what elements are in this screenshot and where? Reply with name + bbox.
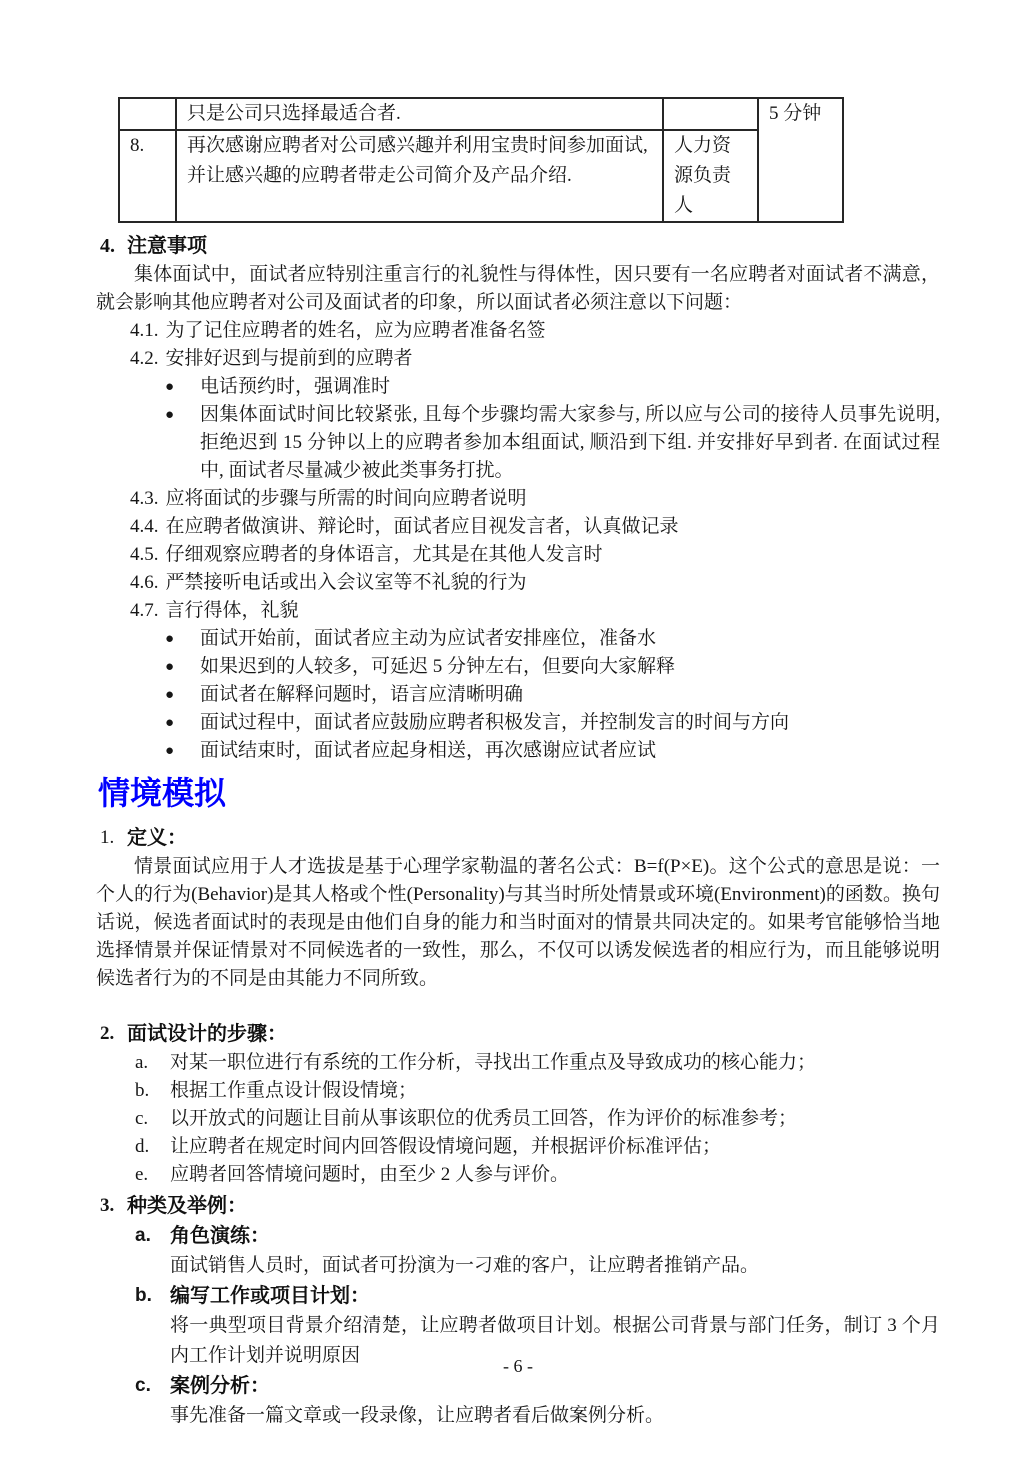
notes-intro-paragraph: 集体面试中，面试者应特别注重言行的礼貌性与得体性，因只要有一名应聘者对面试者不满意，就会影响其他应聘者对公司及面试者的印象，所以面试者必须注意以下问题： <box>96 264 940 313</box>
bullet-item <box>165 709 940 737</box>
item-number: 4.2. <box>130 348 159 369</box>
design-step-a <box>135 1049 940 1077</box>
step-letter: c. <box>135 1108 149 1129</box>
entry-label: 编写工作或项目计划： <box>170 1285 370 1307</box>
table-cell-duration: 5 分钟 <box>758 98 843 222</box>
item-text: 言行得体，礼貌 <box>165 600 299 621</box>
item-text: 在应聘者做演讲、辩论时，面试者应目视发言者，认真做记录 <box>165 516 679 537</box>
list-item-4-3 <box>130 485 940 513</box>
section-number: 4. <box>100 235 115 257</box>
type-entry-description: 面试销售人员时，面试者可扮演为一刁难的客户，让应聘者推销产品。 <box>170 1255 760 1276</box>
bullet-item <box>165 737 940 765</box>
type-entry-project-plan <box>135 1281 940 1311</box>
definition-paragraph: 情景面试应用于人才选拔是基于心理学家勒温的著名公式：B=f(P×E)。这个公式的意思是说：一个人的行为(Behavior)是其人格或个性(Personality)与其当时所处情景或环境(Environment)的函数。换句话说，候选者面试时的表现是由他们自身的能力和当时面对的情景共同决定的。如果考官能够恰当地选择情景并保证情景对不同候选者的一致性，那么，不仅可以诱发候选者的相应行为，而且能够说明候选者行为的不同是由其能力不同所致。 <box>96 856 940 989</box>
list-item-4-2 <box>130 345 940 373</box>
step-letter: e. <box>135 1164 149 1185</box>
type-entry-description: 事先准备一篇文章或一段录像，让应聘者看后做案例分析。 <box>170 1405 665 1426</box>
subsection-heading-definition <box>96 823 940 853</box>
list-item-4-1 <box>130 317 940 345</box>
item-number: 4.1. <box>130 320 159 341</box>
bullet-icon: ● <box>165 407 175 423</box>
bullet-item <box>165 653 940 681</box>
step-text: 以开放式的问题让目前从事该职位的优秀员工回答，作为评价的标准参考； <box>170 1108 798 1129</box>
list-item-4-5 <box>130 541 940 569</box>
table-row <box>119 98 843 130</box>
entry-letter: c. <box>135 1375 151 1396</box>
subsection-title: 种类及举例： <box>127 1195 247 1217</box>
bullet-text: 如果迟到的人较多，可延迟 5 分钟左右，但要向大家解释 <box>200 656 676 677</box>
bullet-icon: ● <box>165 379 175 395</box>
bullet-text: 因集体面试时间比较紧张, 且每个步骤均需大家参与, 所以应与公司的接待人员事先说明, 拒绝迟到 15 分钟以上的应聘者参加本组面试, 顺沿到下组. 并安排好早到者. 在面试过程中, 面试者尽量减少被此类事务打扰。 <box>200 404 940 481</box>
step-text: 根据工作重点设计假设情境； <box>170 1080 418 1101</box>
table-cell-step-number: 8. <box>119 130 176 222</box>
type-entry-description: 将一典型项目背景介绍清楚，让应聘者做项目计划。根据公司背景与部门任务，制订 3 个月内工作计划并说明原因 <box>170 1315 940 1366</box>
bullet-icon: ● <box>165 659 175 675</box>
step-text: 让应聘者在规定时间内回答假设情境问题，并根据评价标准评估； <box>170 1136 722 1157</box>
step-letter: d. <box>135 1136 150 1157</box>
subsection-heading-design-steps <box>96 1019 940 1049</box>
bullet-text: 面试结束时，面试者应起身相送，再次感谢应试者应试 <box>200 740 657 761</box>
item-text: 严禁接听电话或出入会议室等不礼貌的行为 <box>165 572 527 593</box>
bullet-item <box>165 373 940 401</box>
item-number: 4.7. <box>130 600 159 621</box>
subsection-heading-types <box>96 1191 940 1221</box>
table-cell-owner <box>663 98 758 130</box>
table-cell-step-desc: 只是公司只选择最适合者. <box>176 98 663 130</box>
page-title-situational-simulation: 情境模拟 <box>98 775 227 811</box>
footer-page-number: - 6 - <box>503 1356 533 1376</box>
table-cell-step-desc: 再次感谢应聘者对公司感兴趣并利用宝贵时间参加面试, 并让感兴趣的应聘者带走公司简介及产品介绍. <box>176 130 663 222</box>
step-letter: b. <box>135 1080 150 1101</box>
item-number: 4.3. <box>130 488 159 509</box>
bullet-text: 面试者在解释问题时，语言应清晰明确 <box>200 684 524 705</box>
bullet-icon: ● <box>165 743 175 759</box>
item-text: 仔细观察应聘者的身体语言，尤其是在其他人发言时 <box>165 544 603 565</box>
section-heading-notes <box>96 231 940 261</box>
entry-letter: a. <box>135 1225 151 1246</box>
bullet-text: 面试开始前，面试者应主动为应试者安排座位，准备水 <box>200 628 657 649</box>
item-text: 安排好迟到与提前到的应聘者 <box>165 348 413 369</box>
bullet-item <box>165 625 940 653</box>
item-number: 4.5. <box>130 544 159 565</box>
bullet-icon: ● <box>165 715 175 731</box>
bullet-text: 面试过程中，面试者应鼓励应聘者积极发言，并控制发言的时间与方向 <box>200 712 790 733</box>
entry-letter: b. <box>135 1285 152 1306</box>
bullet-item <box>165 681 940 709</box>
step-text: 对某一职位进行有系统的工作分析，寻找出工作重点及导致成功的核心能力； <box>170 1052 817 1073</box>
list-item-4-6 <box>130 569 940 597</box>
entry-label: 案例分析： <box>170 1375 270 1397</box>
section-title: 注意事项 <box>127 235 207 257</box>
table-cell-owner: 人力资源负责人 <box>663 130 758 222</box>
bullet-icon: ● <box>165 687 175 703</box>
interview-steps-table <box>118 97 844 223</box>
list-item-4-4 <box>130 513 940 541</box>
table-cell-step-number <box>119 98 176 130</box>
subsection-title: 定义： <box>127 827 187 849</box>
subsection-title: 面试设计的步骤： <box>127 1023 287 1045</box>
item-number: 4.6. <box>130 572 159 593</box>
step-letter: a. <box>135 1052 149 1073</box>
step-text: 应聘者回答情境问题时，由至少 2 人参与评价。 <box>170 1164 570 1185</box>
bullet-text: 电话预约时，强调准时 <box>200 376 391 397</box>
bullet-item <box>165 401 940 485</box>
document-content <box>96 0 940 1431</box>
list-item-4-7 <box>130 597 940 625</box>
subsection-number: 1. <box>100 827 115 848</box>
design-step-d <box>135 1133 940 1161</box>
item-text: 应将面试的步骤与所需的时间向应聘者说明 <box>165 488 527 509</box>
design-step-e <box>135 1161 940 1189</box>
entry-label: 角色演练： <box>170 1225 270 1247</box>
design-step-b <box>135 1077 940 1105</box>
bullet-icon: ● <box>165 631 175 647</box>
item-text: 为了记住应聘者的姓名，应为应聘者准备名签 <box>165 320 546 341</box>
design-step-c <box>135 1105 940 1133</box>
table-row <box>119 130 843 222</box>
item-number: 4.4. <box>130 516 159 537</box>
subsection-number: 2. <box>100 1023 115 1044</box>
type-entry-role-play <box>135 1221 940 1251</box>
subsection-number: 3. <box>100 1195 115 1216</box>
